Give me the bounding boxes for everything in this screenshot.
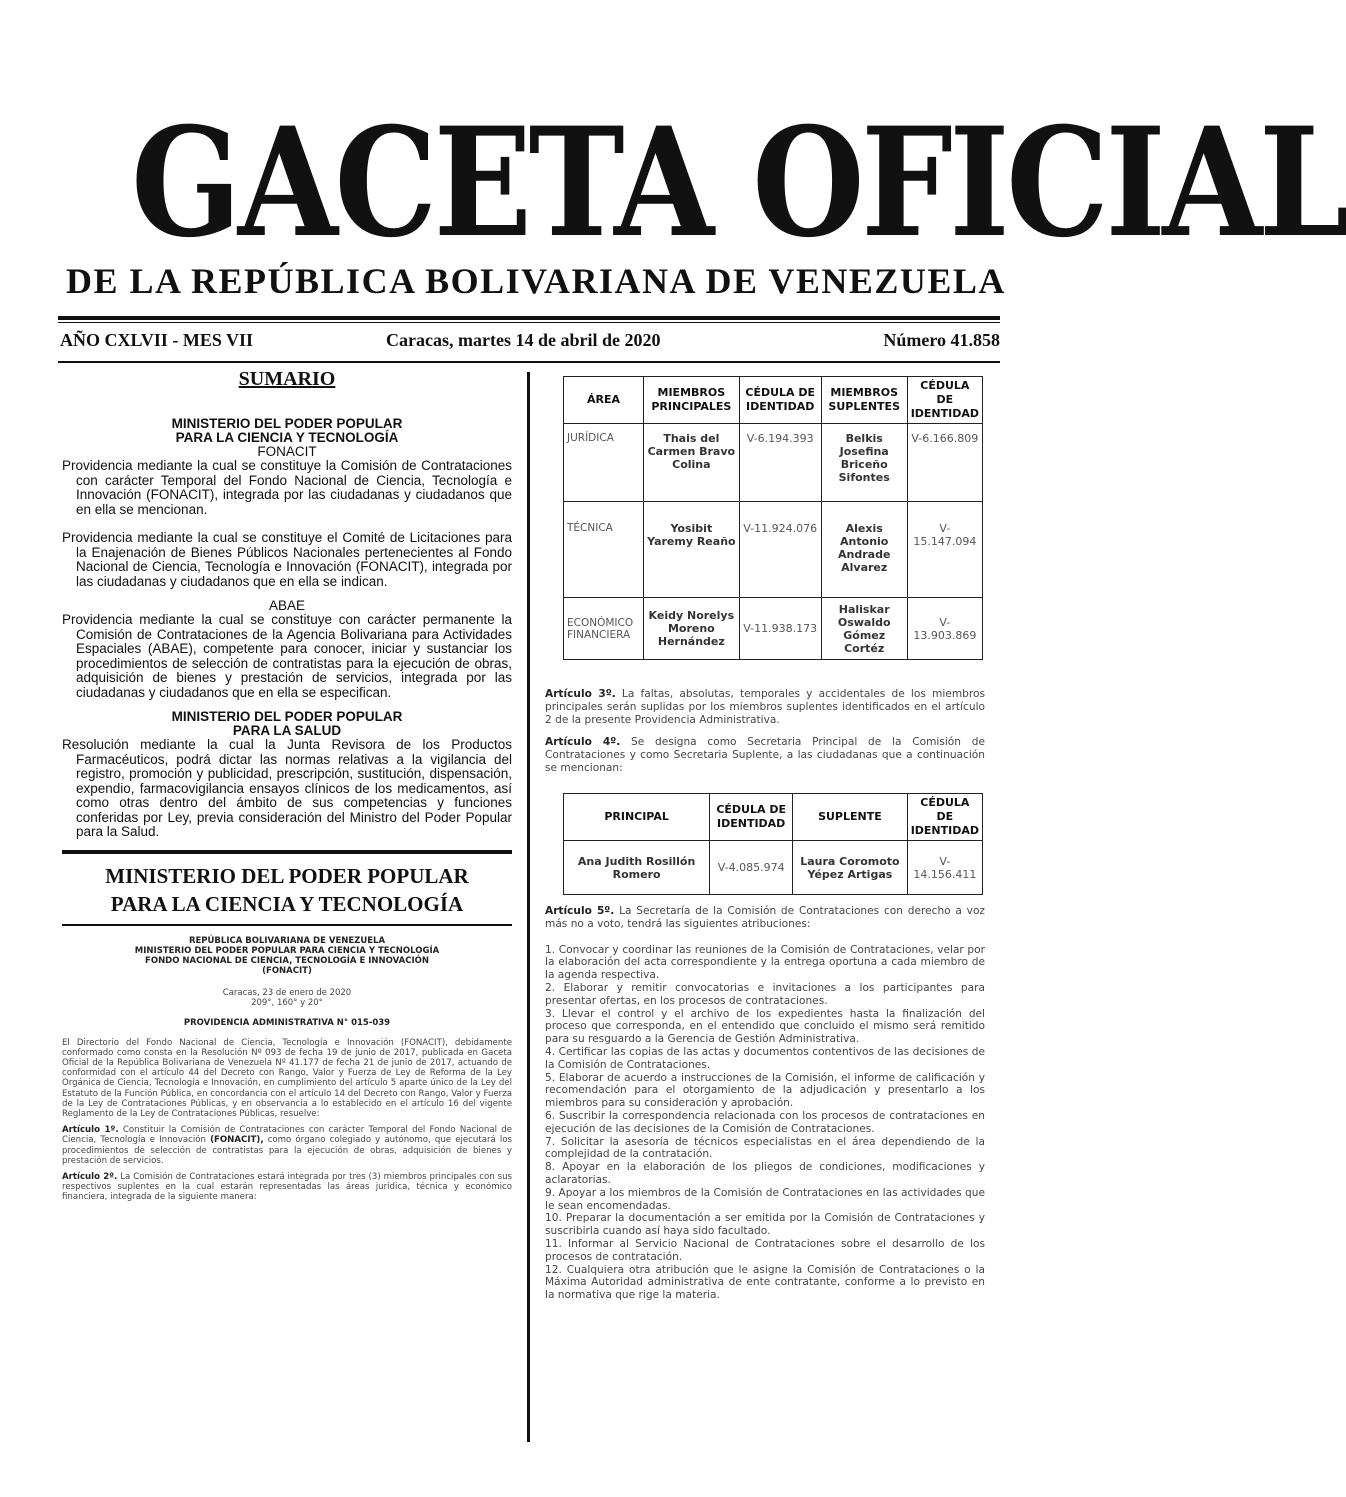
left-column <box>62 368 512 1203</box>
list-item: 6. Suscribir la correspondencia relacionada con los procesos de contrataciones en ejecución de las decisiones de la Comisión de Contrataciones. <box>545 1109 985 1135</box>
area-cell: JURÍDICA <box>564 424 644 502</box>
ci-cell: V-15.147.094 <box>907 502 982 598</box>
issue-year-month: AÑO CXLVII - MES VII <box>60 330 254 350</box>
members-table <box>563 376 983 660</box>
suplente-cell: Alexis Antonio Andrade Alvarez <box>821 502 907 598</box>
table-header: CÉDULA DE IDENTIDAD <box>907 794 982 841</box>
article-text: La Comisión de Contrataciones estará integrada por tres (3) miembros principales con sus respectivos suplentes en la cual estarán representadas las áreas jurídica, técnica y económico financiera, integrada de la siguiente manera: <box>62 1171 513 1203</box>
document-header <box>62 936 512 1028</box>
masthead-rule-top <box>58 316 1000 320</box>
suplente-cell: Belkis Josefina Briceño Sifontes <box>821 424 907 502</box>
sumario-entry: Providencia mediante la cual se constituye la Comisión de Contrataciones con carácter Temporal del Fondo Nacional de Ciencia, Tecnología e Innovación (FONACIT), integrada por las ciudadanas y ciudadanos que en ella se mencionan. <box>62 458 512 517</box>
article-bold: (FONACIT), <box>210 1135 264 1146</box>
area-cell: TÉCNICA <box>564 502 644 598</box>
ministry-heading-line: MINISTERIO DEL PODER POPULAR <box>105 863 469 888</box>
principal-cell: Ana Judith Rosillón Romero <box>564 841 710 895</box>
sumario-entry: Resolución mediante la cual la Junta Revisora de los Productos Farmacéuticos, podrá dictar las normas relativas a la vigilancia del registro, promoción y publicidad, prescripción, sustitución, dispensación, expendio, farmacovigilancia ensayos clínicos de los medicamentos, así como otras dentro del ámbito de sus competencias y funciones conferidas por Ley, previa consideración del Ministro del Poder Popular para la Salud. <box>62 737 512 839</box>
sumario-section-abae <box>62 599 512 700</box>
suplente-cell: Haliskar Oswaldo Gómez Cortéz <box>821 598 907 660</box>
issue-number: Número 41.858 <box>883 330 1000 350</box>
list-item: 12. Cualquiera otra atribución que le asigne la Comisión de Contrataciones o la Máxima Autoridad administrativa de ente contratante, conforme a lo previsto en la normativa que rige la materia. <box>545 1263 985 1302</box>
area-cell: ECONÓMICO FINANCIERA <box>564 598 644 660</box>
providencia-title: PROVIDENCIA ADMINISTRATIVA N° 015-039 <box>183 1017 391 1028</box>
list-item: 10. Preparar la documentación a ser emitida por la Comisión de Contrataciones y suscribirla cuando así haya sido facultado. <box>545 1212 985 1238</box>
sumario-section-ciencia <box>62 417 512 589</box>
section-heading: PARA LA CIENCIA Y TECNOLOGÍA <box>175 430 399 445</box>
list-item: 5. Elaborar de acuerdo a instrucciones de la Comisión, el informe de calificación y recomendación para el otorgamiento de la adjudicación y presentarlo a los miembros para su consideración y aprobación. <box>545 1071 985 1110</box>
article-text: La Secretaría de la Comisión de Contrataciones con derecho a voz más no a voto, tendrá las siguientes atribuciones: <box>545 905 985 931</box>
article-3 <box>545 688 985 728</box>
ci-cell: V-11.938.173 <box>739 598 821 660</box>
doc-intro: El Directorio del Fondo Nacional de Ciencia, Tecnología e Innovación (FONACIT), debidamente conformado como consta en la Resolución Nº 093 de fecha 19 de junio de 2017, publicada en Gaceta Oficial de la República Bolivariana de Venezuela Nº 41.177 de fecha 21 de junio de 2017, actuando de conformidad con el artículo 44 del Decreto con Rango, Valor y Fuerza de Ley de Reforma de la Ley Orgánica de Ciencia, Tecnología e Innovación, en cumplimiento del artículo 5 aparte único de la Ley del Estatuto de la Función Pública, en concordancia con el artículo 14 del Decreto con Rango, Valor y Fuerza de la Ley de Contrataciones Públicas, y en observancia a lo establecido en el artículo 16 del vigente Reglamento de la Ley de Contrataciones Públicas, resuelve: <box>62 1037 512 1119</box>
article-2 <box>62 1172 512 1203</box>
newspaper-title: GACETA OFICIAL <box>131 95 1346 271</box>
list-item: 9. Apoyar a los miembros de la Comisión de Contrataciones en las actividades que le sean encomendadas. <box>545 1186 985 1212</box>
masthead-rule-thin <box>58 322 1000 323</box>
list-item: 4. Certificar las copias de las actas y documentos contentivos de las decisiones de la Comisión de Contrataciones. <box>545 1046 985 1071</box>
table-header: CÉDULA DE IDENTIDAD <box>739 377 821 424</box>
article-label: Artículo 1º. <box>62 1125 119 1136</box>
suplente-cell: Laura Coromoto Yépez Artigas <box>793 841 908 895</box>
table-header: MIEMBROS PRINCIPALES <box>643 377 739 424</box>
doc-date: Caracas, 23 de enero de 2020 <box>222 987 352 998</box>
article-label: Artículo 2º. <box>62 1171 118 1182</box>
table-row <box>564 598 983 660</box>
table-row <box>564 502 983 598</box>
article-text: Se designa como Secretaria Principal de la Comisión de Contrataciones y como Secretaria Suplente, a las ciudadanas que a continuación se mencionan: <box>545 735 985 775</box>
ci-cell: V-13.903.869 <box>907 598 982 660</box>
section-heading: MINISTERIO DEL PODER POPULAR <box>171 709 403 724</box>
list-item: 1. Convocar y coordinar las reuniones de la Comisión de Contrataciones, velar por la elaboración del acta correspondiente y la entrega oportuna a cada miembro de la agenda respectiva. <box>545 943 985 982</box>
ministry-heading <box>62 862 512 918</box>
sumario-entry: Providencia mediante la cual se constituye con carácter permanente la Comisión de Contrataciones de la Agencia Bolivariana para Actividades Espaciales (ABAE), competente para conocer, iniciar y sustanciar los procedimientos de selección de contratistas para la ejecución de obras, adquisición de bienes y prestación de servicios, integrada por las ciudadanas y ciudadanos que en ella se especifican. <box>62 612 512 700</box>
list-item: 2. Elaborar y remitir convocatorias e invitaciones a los participantes para presentar ofertas, en los procesos de contrataciones. <box>545 982 985 1007</box>
table-row <box>564 841 983 895</box>
issue-date: Caracas, martes 14 de abril de 2020 <box>386 330 661 350</box>
ci-cell: V-14.156.411 <box>907 841 982 895</box>
article-label: Artículo 4º. <box>545 735 621 748</box>
section-heading: PARA LA SALUD <box>232 723 342 738</box>
table-header-row <box>564 377 983 424</box>
principal-cell: Thais del Carmen Bravo Colina <box>643 424 739 502</box>
attributions-list <box>545 944 985 1302</box>
newspaper-subtitle: DE LA REPÚBLICA BOLIVARIANA DE VENEZUELA <box>66 261 1006 301</box>
sumario-title: SUMARIO <box>238 368 336 390</box>
table-header: PRINCIPAL <box>564 794 710 841</box>
article-1 <box>62 1125 512 1166</box>
section-subheading: FONACIT <box>257 444 317 459</box>
principal-cell: Keidy Norelys Moreno Hernández <box>643 598 739 660</box>
ministry-rule <box>62 924 512 926</box>
article-label: Artículo 3º. <box>545 688 616 700</box>
table-header: MIEMBROS SUPLENTES <box>821 377 907 424</box>
doc-header-line: FONDO NACIONAL DE CIENCIA, TECNOLOGÍA E INNOVACIÓN <box>145 955 429 966</box>
list-item: 8. Apoyar en la elaboración de los pliegos de condiciones, modificaciones y aclaratorias. <box>545 1161 985 1186</box>
article-text: Constituir la Comisión de Contrataciones con carácter Temporal del Fondo Nacional de Ciencia, Tecnología e Innovación <box>62 1125 513 1146</box>
list-item: 7. Solicitar la asesoría de técnicos especialistas en el área dependiendo de la complejidad de la contratación. <box>545 1135 985 1161</box>
issue-rule <box>58 361 1000 363</box>
secretary-table <box>563 793 983 895</box>
masthead <box>66 95 1346 302</box>
section-heading: MINISTERIO DEL PODER POPULAR <box>171 416 403 431</box>
ministry-heading-line: PARA LA CIENCIA Y TECNOLOGÍA <box>110 891 464 916</box>
article-text: La faltas, absolutas, temporales y accidentales de los miembros principales serán suplidas por los miembros suplentes identificados en el artículo 2 de la presente Providencia Administrativa. <box>545 688 985 727</box>
doc-years: 209°, 160° y 20° <box>251 997 323 1008</box>
section-rule <box>62 850 512 854</box>
ci-cell: V-6.166.809 <box>907 424 982 502</box>
article-4 <box>545 736 985 776</box>
doc-header-line: MINISTERIO DEL PODER POPULAR PARA CIENCIA Y TECNOLOGÍA <box>134 945 440 956</box>
ci-cell: V-4.085.974 <box>710 841 793 895</box>
section-subheading: ABAE <box>268 598 306 613</box>
table-header: ÁREA <box>564 377 644 424</box>
table-header-row <box>564 794 983 841</box>
right-column <box>545 376 985 1302</box>
column-divider <box>527 372 530 1442</box>
principal-cell: Yosibit Yaremy Reaño <box>643 502 739 598</box>
list-item: 3. Llevar el control y el archivo de los expedientes hasta la finalización del proceso que corresponda, en el entendido que concluido el mismo será remitido para su resguardo a la Gerencia de Gestión Administrativa. <box>545 1007 985 1046</box>
table-header: SUPLENTE <box>793 794 908 841</box>
ci-cell: V-6.194.393 <box>739 424 821 502</box>
doc-header-line: (FONACIT) <box>262 965 312 976</box>
article-label: Artículo 5º. <box>545 905 615 918</box>
doc-header-line: REPÚBLICA BOLIVARIANA DE VENEZUELA <box>188 935 386 946</box>
sumario-entry: Providencia mediante la cual se constituye el Comité de Licitaciones para la Enajenación de Bienes Públicos Nacionales pertenecientes al Fondo Nacional de Ciencia, Tecnología e Innovación (FONACIT), integrada por las ciudadanas y ciudadanos que en ella se indican. <box>62 530 512 589</box>
article-text: como órgano colegiado y autónomo, que ejecutará los procedimientos de selección de contratistas para la ejecución de obras, adquisición de bienes y prestación de servicios. <box>62 1135 512 1166</box>
sumario-section-salud <box>62 710 512 840</box>
table-header: CÉDULA DE IDENTIDAD <box>907 377 982 424</box>
ci-cell: V-11.924.076 <box>739 502 821 598</box>
article-5 <box>545 905 985 931</box>
table-header: CÉDULA DE IDENTIDAD <box>710 794 793 841</box>
table-row <box>564 424 983 502</box>
list-item: 11. Informar al Servicio Nacional de Contrataciones sobre el desarrollo de los procesos de contratación. <box>545 1237 985 1263</box>
